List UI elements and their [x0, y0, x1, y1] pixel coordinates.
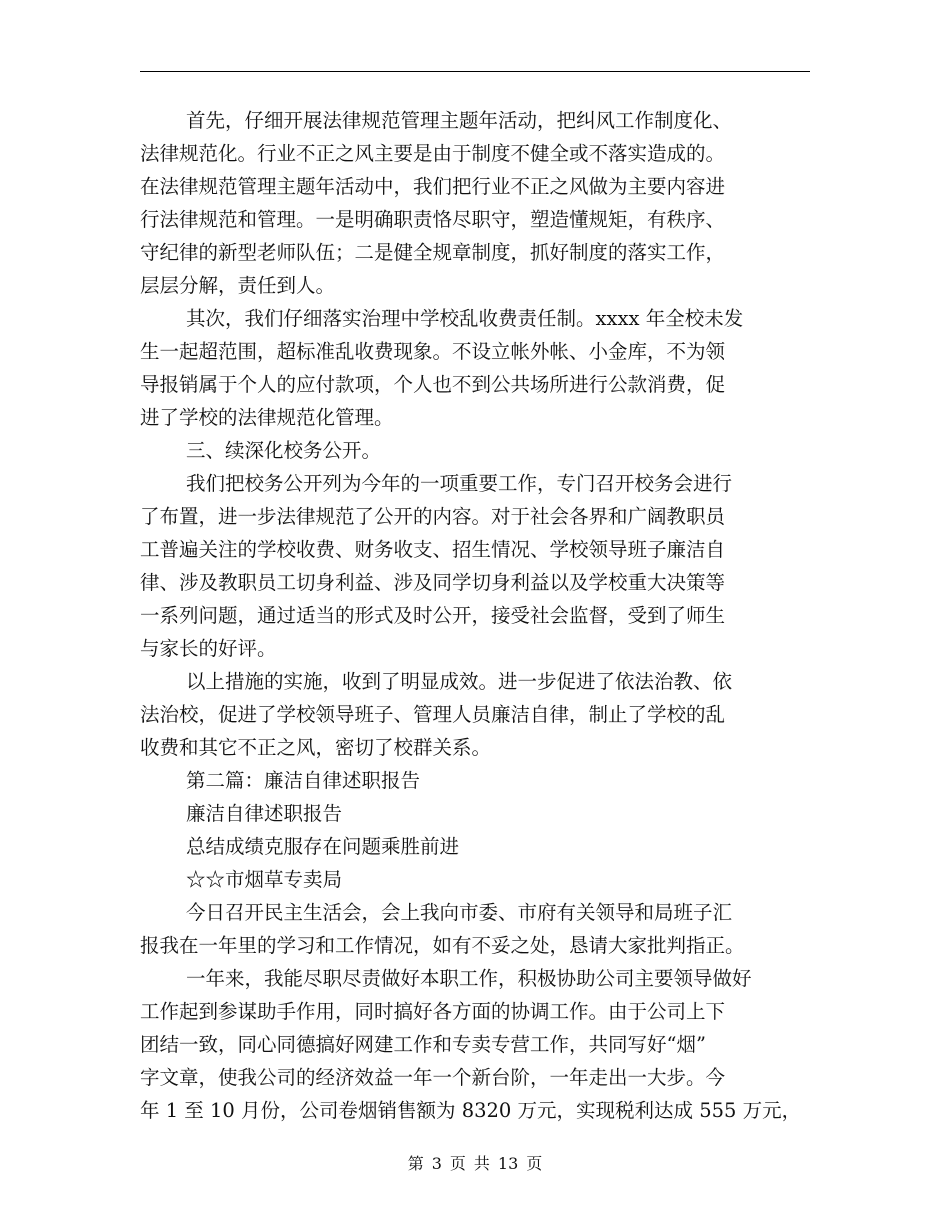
text-line: 总结成绩克服存在问题乘胜前进 [186, 835, 460, 858]
text-line: 三、续深化校务公开。 [186, 439, 382, 462]
text-line: 以上措施的实施，收到了明显成效。进一步促进了依法治教、依 [186, 670, 733, 693]
footer-page-label: 第 [407, 1154, 424, 1173]
text-line: 了布置，进一步法律规范了公开的内容。对于社会各界和广阔教职员 [140, 505, 726, 528]
text-line: 工作起到参谋助手作用，同时搞好各方面的协调工作。由于公司上下 [140, 1000, 726, 1023]
footer-page-unit: 页 [449, 1154, 466, 1173]
text-line: ☆☆市烟草专卖局 [186, 868, 343, 891]
text-line: 法治校，促进了学校领导班子、管理人员廉洁自律，制止了学校的乱 [140, 703, 726, 726]
text-line: 层层分解，责任到人。 [140, 274, 336, 297]
text-line: 导报销属于个人的应付款项，个人也不到公共场所进行公款消费，促 [140, 373, 726, 396]
footer-total-label: 共 [473, 1154, 490, 1173]
text-line: 报我在一年里的学习和工作情况，如有不妥之处，恳请大家批判指正。 [140, 934, 745, 957]
text-line: 在法律规范管理主题年活动中，我们把行业不正之风做为主要内容进 [140, 175, 726, 198]
footer-total-unit: 页 [526, 1154, 543, 1173]
text-line: 收费和其它不正之风，密切了校群关系。 [140, 736, 492, 759]
page-footer [0, 1152, 950, 1176]
text-line: 一系列问题，通过适当的形式及时公开，接受社会监督，受到了师生 [140, 604, 726, 627]
text-line: 守纪律的新型老师队伍；二是健全规章制度，抓好制度的落实工作， [140, 241, 726, 264]
text-line: 第二篇：廉洁自律述职报告 [186, 769, 421, 792]
text-line: 法律规范化。行业不正之风主要是由于制度不健全或不落实造成的。 [140, 142, 726, 165]
text-line: 进了学校的法律规范化管理。 [140, 406, 394, 429]
footer-current-page: 3 [431, 1154, 442, 1173]
text-line: 字文章，使我公司的经济效益一年一个新台阶，一年走出一大步。今 [140, 1066, 726, 1089]
text-line: 今日召开民主生活会，会上我向市委、市府有关领导和局班子汇 [186, 901, 733, 924]
header-rule [140, 71, 810, 72]
text-line: 廉洁自律述职报告 [186, 802, 343, 825]
text-line: 我们把校务公开列为今年的一项重要工作，专门召开校务会进行 [186, 472, 733, 495]
text-line: 一年来，我能尽职尽责做好本职工作，积极协助公司主要领导做好 [186, 967, 752, 990]
text-line: 工普遍关注的学校收费、财务收支、招生情况、学校领导班子廉洁自 [140, 538, 726, 561]
document-body [140, 104, 810, 1127]
text-line: 行法律规范和管理。一是明确职责恪尽职守，塑造懂规矩，有秩序、 [140, 208, 726, 231]
footer-total-pages: 13 [497, 1154, 519, 1173]
text-line: 首先，仔细开展法律规范管理主题年活动，把纠风工作制度化、 [186, 109, 733, 132]
text-line: 年 1 至 10 月份，公司卷烟销售额为 8320 万元，实现税利达成 555 万元， [140, 1099, 802, 1122]
text-line: 律、涉及教职员工切身利益、涉及同学切身利益以及学校重大决策等 [140, 571, 726, 594]
text-line: 与家长的好评。 [140, 637, 277, 660]
text-line: 其次，我们仔细落实治理中学校乱收费责任制。xxxx 年全校未发 [186, 307, 744, 330]
text-line: 团结一致，同心同德搞好网建工作和专卖专营工作，共同写好“烟” [140, 1033, 706, 1056]
text-line: 生一起超范围，超标准乱收费现象。不设立帐外帐、小金库，不为领 [140, 340, 726, 363]
